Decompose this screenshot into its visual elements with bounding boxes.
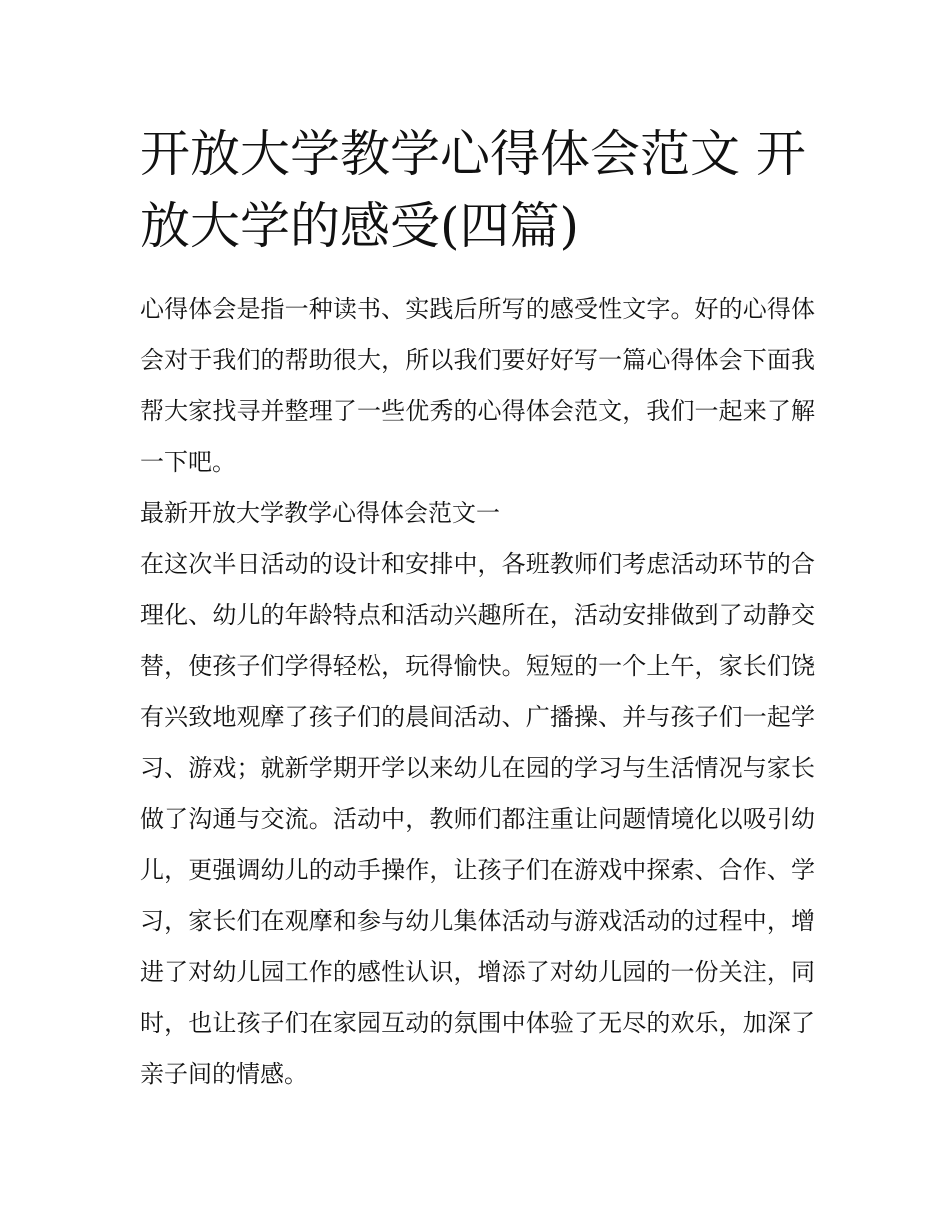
intro-paragraph: 心得体会是指一种读书、实践后所写的感受性文字。好的心得体会对于我们的帮助很大，所以我们要好好写一篇心得体会下面我帮大家找寻并整理了一些优秀的心得体会范文，我们一起来了解一下吧。	[140, 295, 815, 476]
document-page	[140, 118, 815, 1100]
document-title: 开放大学教学心得体会范文 开放大学的感受(四篇)	[140, 125, 806, 255]
section-body-paragraph: 在这次半日活动的设计和安排中，各班教师们考虑活动环节的合理化、幼儿的年龄特点和活动兴趣所在，活动安排做到了动静交替，使孩子们学得轻松，玩得愉快。短短的一个上午，家长们饶有兴致地观摩了孩子们的晨间活动、广播操、并与孩子们一起学习、游戏；就新学期开学以来幼儿在园的学习与生活情况与家长做了沟通与交流。活动中，教师们都注重让问题情境化以吸引幼儿，更强调幼儿的动手操作，让孩子们在游戏中探索、合作、学习，家长们在观摩和参与幼儿集体活动与游戏活动的过程中，增进了对幼儿园工作的感性认识，增添了对幼儿园的一份关注，同时，也让孩子们在家园互动的氛围中体验了无尽的欢乐，加深了亲子间的情感。	[140, 550, 815, 1088]
section-heading: 最新开放大学教学心得体会范文一	[140, 499, 500, 527]
